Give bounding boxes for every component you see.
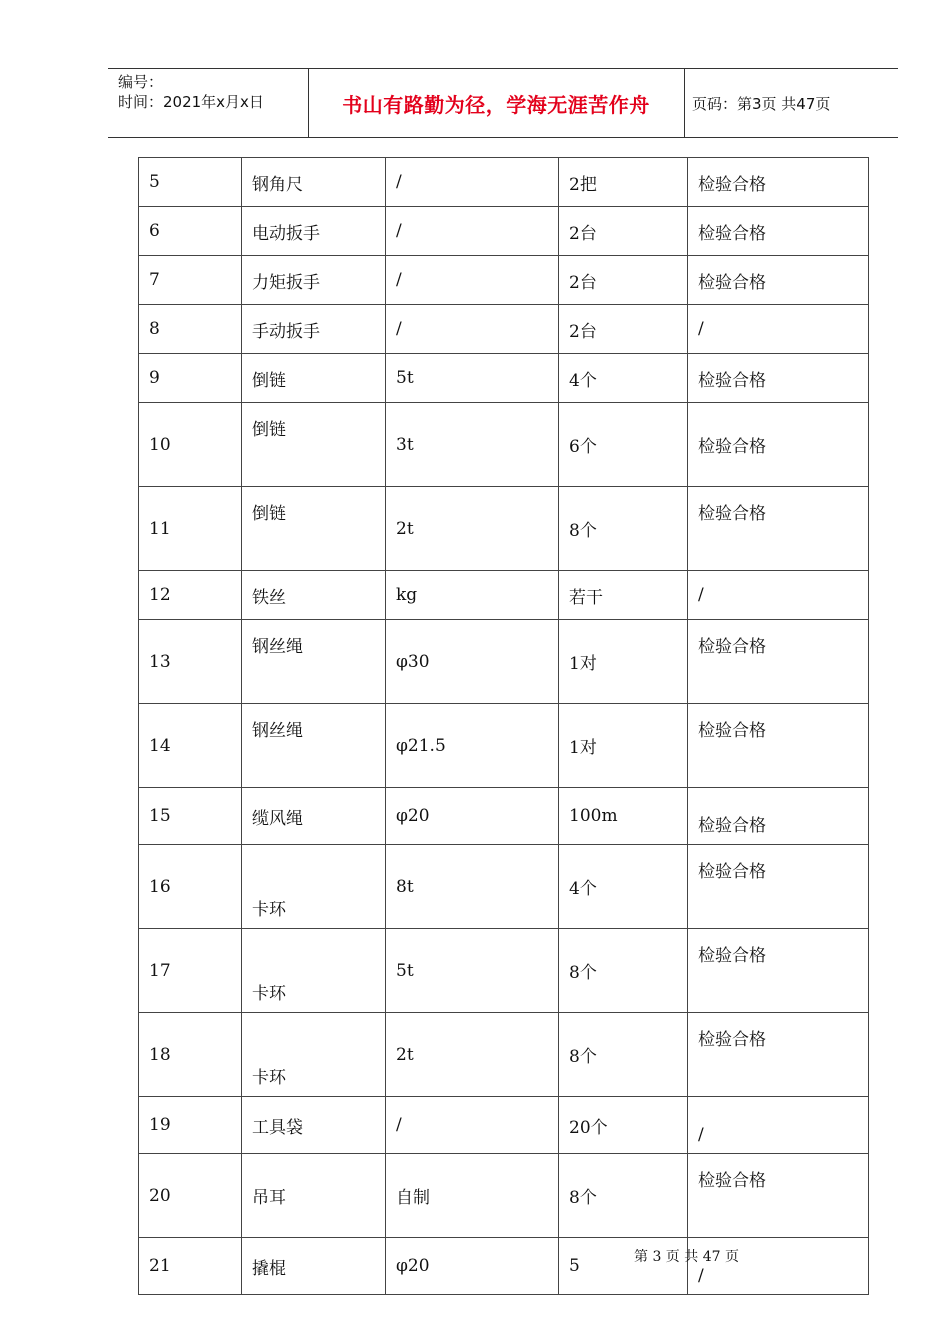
- cell-remark: 检验合格: [688, 620, 869, 704]
- cell-qty: 1对: [559, 620, 688, 704]
- cell-name: 钢角尺: [242, 158, 386, 207]
- cell-qty: 8个: [559, 487, 688, 571]
- table-row: [139, 571, 869, 620]
- cell-no: 15: [139, 788, 242, 845]
- cell-qty: 若干: [559, 571, 688, 620]
- cell-name: 倒链: [242, 354, 386, 403]
- cell-qty: 4个: [559, 354, 688, 403]
- cell-no: 14: [139, 704, 242, 788]
- cell-qty: 100m: [559, 788, 688, 845]
- table-row: [139, 929, 869, 1013]
- cell-name: 力矩扳手: [242, 256, 386, 305]
- cell-remark: 检验合格: [688, 403, 869, 487]
- cell-remark: 检验合格: [688, 788, 869, 845]
- cell-name: 倒链: [242, 403, 386, 487]
- document-time-label: 时间：2021年x月x日: [118, 93, 264, 111]
- cell-spec: /: [386, 207, 559, 256]
- cell-spec: 2t: [386, 487, 559, 571]
- cell-remark: /: [688, 1238, 869, 1295]
- cell-qty: 2把: [559, 158, 688, 207]
- table-row: [139, 788, 869, 845]
- cell-no: 21: [139, 1238, 242, 1295]
- cell-spec: /: [386, 158, 559, 207]
- page-header: [108, 68, 898, 138]
- cell-spec: 8t: [386, 845, 559, 929]
- cell-no: 10: [139, 403, 242, 487]
- cell-spec: 2t: [386, 1013, 559, 1097]
- table-row: [139, 1154, 869, 1238]
- table-row: [139, 207, 869, 256]
- cell-remark: 检验合格: [688, 487, 869, 571]
- cell-no: 18: [139, 1013, 242, 1097]
- cell-name: 吊耳: [242, 1154, 386, 1238]
- cell-spec: 5t: [386, 929, 559, 1013]
- cell-qty: 1对: [559, 704, 688, 788]
- cell-spec: φ30: [386, 620, 559, 704]
- cell-qty: 8个: [559, 1013, 688, 1097]
- cell-remark: 检验合格: [688, 929, 869, 1013]
- cell-name: 手动扳手: [242, 305, 386, 354]
- header-motto: 书山有路勤为径，学海无涯苦作舟: [342, 92, 650, 117]
- cell-remark: 检验合格: [688, 1013, 869, 1097]
- cell-qty: 2台: [559, 305, 688, 354]
- cell-name: 钢丝绳: [242, 704, 386, 788]
- cell-qty: 2台: [559, 207, 688, 256]
- cell-name: 撬棍: [242, 1238, 386, 1295]
- cell-qty: 8个: [559, 1154, 688, 1238]
- cell-spec: φ20: [386, 1238, 559, 1295]
- cell-no: 7: [139, 256, 242, 305]
- cell-no: 12: [139, 571, 242, 620]
- cell-name: 卡环: [242, 1013, 386, 1097]
- cell-name: 铁丝: [242, 571, 386, 620]
- cell-remark: 检验合格: [688, 256, 869, 305]
- document-number-label: 编号：: [118, 73, 164, 91]
- cell-no: 5: [139, 158, 242, 207]
- table-row: [139, 158, 869, 207]
- cell-spec: 5t: [386, 354, 559, 403]
- table-row: [139, 487, 869, 571]
- cell-spec: /: [386, 256, 559, 305]
- header-page-code: 页码：第3页 共47页: [692, 94, 831, 113]
- table-row: [139, 403, 869, 487]
- cell-qty: 6个: [559, 403, 688, 487]
- cell-no: 13: [139, 620, 242, 704]
- table-row: [139, 256, 869, 305]
- cell-no: 8: [139, 305, 242, 354]
- table-row: [139, 1238, 869, 1295]
- cell-no: 9: [139, 354, 242, 403]
- cell-remark: 检验合格: [688, 704, 869, 788]
- cell-spec: /: [386, 1097, 559, 1154]
- cell-qty: 20个: [559, 1097, 688, 1154]
- cell-name: 钢丝绳: [242, 620, 386, 704]
- table-row: [139, 354, 869, 403]
- table-row: [139, 620, 869, 704]
- cell-no: 17: [139, 929, 242, 1013]
- cell-remark: /: [688, 1097, 869, 1154]
- cell-no: 11: [139, 487, 242, 571]
- header-meta: [118, 72, 264, 112]
- cell-remark: /: [688, 571, 869, 620]
- cell-spec: φ21.5: [386, 704, 559, 788]
- cell-name: 电动扳手: [242, 207, 386, 256]
- table-row: [139, 704, 869, 788]
- cell-remark: 检验合格: [688, 845, 869, 929]
- cell-spec: 3t: [386, 403, 559, 487]
- cell-remark: /: [688, 305, 869, 354]
- table-row: [139, 1013, 869, 1097]
- tools-table: [138, 157, 869, 1295]
- cell-name: 工具袋: [242, 1097, 386, 1154]
- header-divider-right: [684, 69, 685, 137]
- cell-name: 倒链: [242, 487, 386, 571]
- cell-qty: 5: [559, 1238, 688, 1295]
- cell-qty: 4个: [559, 845, 688, 929]
- cell-spec: 自制: [386, 1154, 559, 1238]
- cell-qty: 8个: [559, 929, 688, 1013]
- cell-remark: 检验合格: [688, 158, 869, 207]
- cell-no: 16: [139, 845, 242, 929]
- cell-remark: 检验合格: [688, 207, 869, 256]
- footer-page-number: 第 3 页 共 47 页: [634, 1249, 739, 1265]
- cell-spec: kg: [386, 571, 559, 620]
- cell-no: 6: [139, 207, 242, 256]
- cell-remark: 检验合格: [688, 1154, 869, 1238]
- cell-remark: 检验合格: [688, 354, 869, 403]
- cell-qty: 2台: [559, 256, 688, 305]
- cell-name: 缆风绳: [242, 788, 386, 845]
- table-row: [139, 305, 869, 354]
- cell-no: 20: [139, 1154, 242, 1238]
- cell-name: 卡环: [242, 929, 386, 1013]
- table-row: [139, 1097, 869, 1154]
- cell-name: 卡环: [242, 845, 386, 929]
- cell-spec: /: [386, 305, 559, 354]
- cell-spec: φ20: [386, 788, 559, 845]
- table-row: [139, 845, 869, 929]
- cell-no: 19: [139, 1097, 242, 1154]
